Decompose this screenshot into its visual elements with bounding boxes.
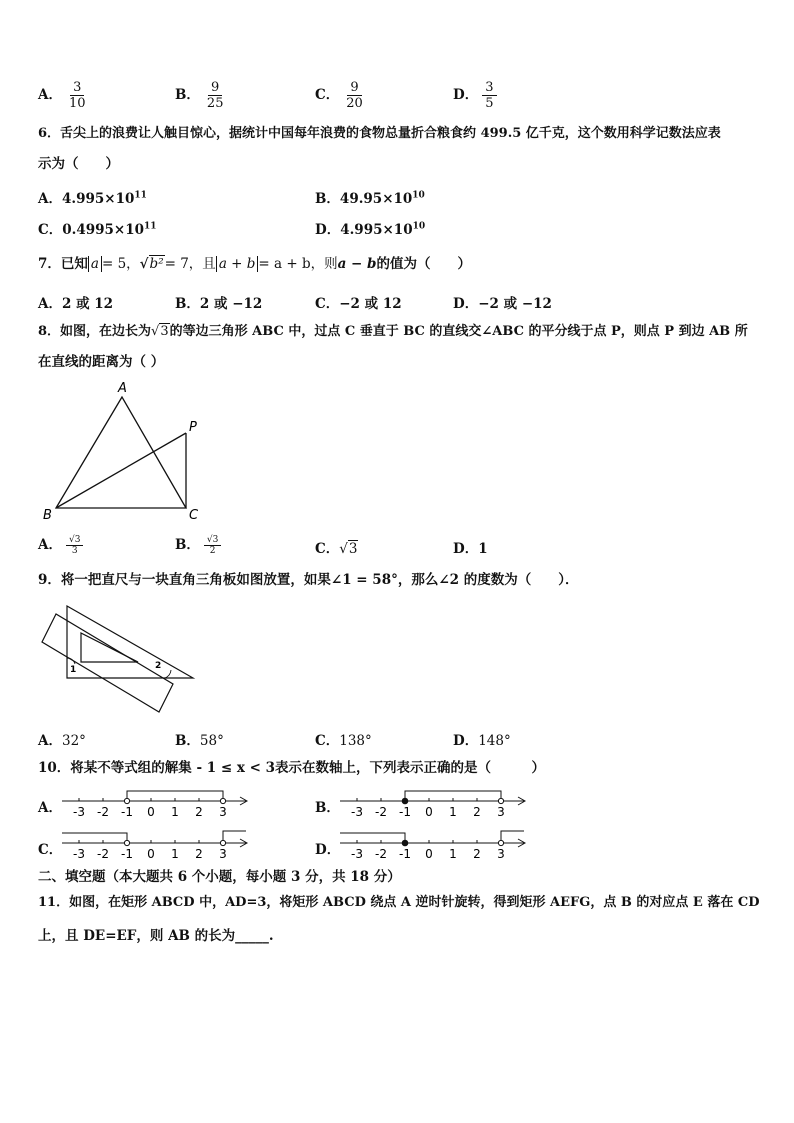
angle-2-label: 2	[155, 661, 162, 671]
svg-text:3: 3	[219, 805, 227, 819]
svg-text:-2: -2	[97, 847, 109, 861]
q7-stem: 7．已知 a = 5，√b²= 7，且 a + b = a + b，则a − b的值为（ ）	[38, 256, 471, 272]
q9-option-c[interactable]: C．138°	[315, 733, 372, 749]
q10-option-c-label[interactable]: C．	[38, 842, 63, 858]
svg-text:0: 0	[147, 805, 155, 819]
svg-text:2: 2	[195, 847, 203, 861]
label-b: B	[43, 508, 52, 523]
q6-stem-line1: 6．舌尖上的浪费让人触目惊心，据统计中国每年浪费的食物总量折合粮食约 499.5 亿千克，这个数用科学记数法应表	[38, 126, 721, 141]
svg-text:-3: -3	[73, 805, 85, 819]
svg-text:0: 0	[147, 847, 155, 861]
segment-bp	[56, 433, 186, 508]
svg-text:-3: -3	[351, 805, 363, 819]
q9-ruler-triangle-figure	[38, 600, 198, 718]
svg-text:-1: -1	[399, 805, 411, 819]
q11-stem-line2: 上，且 DE=EF，则 AB 的长为_____.	[38, 928, 274, 944]
fraction: $\frac{9}{25}$	[206, 80, 224, 111]
svg-text:-1: -1	[399, 847, 411, 861]
q6-option-d[interactable]: D．$4.995\times 10^{10}$	[315, 221, 426, 238]
q5-option-a[interactable]: A． $\frac{3}{10}$	[38, 80, 89, 111]
q10-number-line-c[interactable]	[58, 828, 258, 864]
q9-option-b[interactable]: B．58°	[175, 733, 224, 749]
q8-option-d[interactable]: D．1	[453, 541, 488, 557]
angle-2-arc	[165, 670, 171, 678]
svg-text:2: 2	[473, 805, 481, 819]
set-square-outer	[67, 606, 193, 678]
section-fill-in-title: 二、填空题（本大题共 6 个小题，每小题 3 分，共 18 分）	[38, 869, 401, 885]
svg-text:-1: -1	[121, 847, 133, 861]
fraction: $\frac{√3}{2}$	[204, 535, 221, 556]
q5-option-d[interactable]: D． $\frac{3}{5}$	[453, 80, 497, 111]
q10-option-a-label[interactable]: A．	[38, 800, 62, 816]
svg-text:0: 0	[425, 847, 433, 861]
q6-stem-line2: 示为（ ）	[38, 156, 119, 172]
svg-text:0: 0	[425, 805, 433, 819]
q5-option-c[interactable]: C． $\frac{9}{20}$	[315, 80, 366, 111]
q7-option-b[interactable]: B．2 或 −12	[175, 296, 263, 312]
q9-stem: 9．将一把直尺与一块直角三角板如图放置，如果∠1 = 58°，那么∠2 的度数为（ ）．	[38, 572, 579, 588]
angle-1-arc	[67, 658, 75, 664]
svg-text:1: 1	[171, 847, 179, 861]
q9-option-d[interactable]: D．148°	[453, 733, 511, 749]
q10-option-d-label[interactable]: D．	[315, 842, 341, 858]
svg-text:-3: -3	[73, 847, 85, 861]
q10-number-line-d[interactable]	[336, 828, 536, 864]
q11-stem-line1: 11．如图，在矩形 ABCD 中，AD=3，将矩形 ABCD 绕点 A 逆时针旋转，得到矩形 AEFG，点 B 的对应点 E 落在 CD	[38, 895, 760, 910]
q7-option-a[interactable]: A．2 或 12	[38, 296, 114, 312]
svg-text:1: 1	[171, 805, 179, 819]
label-p: P	[189, 420, 197, 435]
q10-stem: 10．将某不等式组的解集 - 1 ≤ x < 3表示在数轴上，下列表示正确的是（ ）	[38, 760, 546, 776]
svg-text:-2: -2	[97, 805, 109, 819]
label-a: A	[118, 381, 127, 396]
angle-1-label: 1	[70, 665, 77, 675]
q10-option-b-label[interactable]: B．	[315, 800, 340, 816]
triangle-abc	[56, 397, 186, 508]
label-c: C	[189, 508, 199, 523]
fraction: $\frac{3}{5}$	[482, 80, 496, 111]
fraction: $\frac{9}{20}$	[346, 80, 363, 111]
q8-stem-line2: 在直线的距离为（ ）	[38, 354, 165, 370]
svg-text:1: 1	[449, 847, 457, 861]
svg-text:1: 1	[449, 805, 457, 819]
q7-option-d[interactable]: D．−2 或 −12	[453, 296, 552, 312]
q5-option-b[interactable]: B． $\frac{9}{25}$	[175, 80, 226, 111]
svg-text:-3: -3	[351, 847, 363, 861]
svg-text:-2: -2	[375, 847, 387, 861]
q8-option-a[interactable]: A． $\frac{√3}{3}$	[38, 533, 83, 556]
q8-option-b[interactable]: B． $\frac{√3}{2}$	[175, 533, 221, 556]
q8-triangle-figure	[38, 375, 208, 525]
q8-stem-line1: 8．如图，在边长为√3的等边三角形 ABC 中，过点 C 垂直于 BC 的直线交∠ABC 的平分线于点 P，则点 P 到边 AB 所	[38, 324, 748, 339]
q10-number-line-a[interactable]	[58, 786, 258, 822]
svg-text:2: 2	[473, 847, 481, 861]
svg-text:3: 3	[497, 805, 505, 819]
q9-option-a[interactable]: A．32°	[38, 733, 86, 749]
q8-option-c[interactable]: C．√3	[315, 541, 358, 557]
svg-text:3: 3	[219, 847, 227, 861]
q6-option-c[interactable]: C．$0.4995\times 10^{11}$	[38, 221, 157, 238]
fraction: $\frac{√3}{3}$	[66, 535, 83, 556]
svg-text:3: 3	[497, 847, 505, 861]
q6-option-a[interactable]: A．$4.995\times 10^{11}$	[38, 190, 147, 207]
svg-text:2: 2	[195, 805, 203, 819]
q6-option-b[interactable]: B．$49.95\times 10^{10}$	[315, 190, 425, 207]
q7-option-c[interactable]: C．−2 或 12	[315, 296, 402, 312]
q10-number-line-b[interactable]	[336, 786, 536, 822]
fraction: $\frac{3}{10}$	[68, 80, 86, 111]
svg-text:-1: -1	[121, 805, 133, 819]
svg-text:-2: -2	[375, 805, 387, 819]
